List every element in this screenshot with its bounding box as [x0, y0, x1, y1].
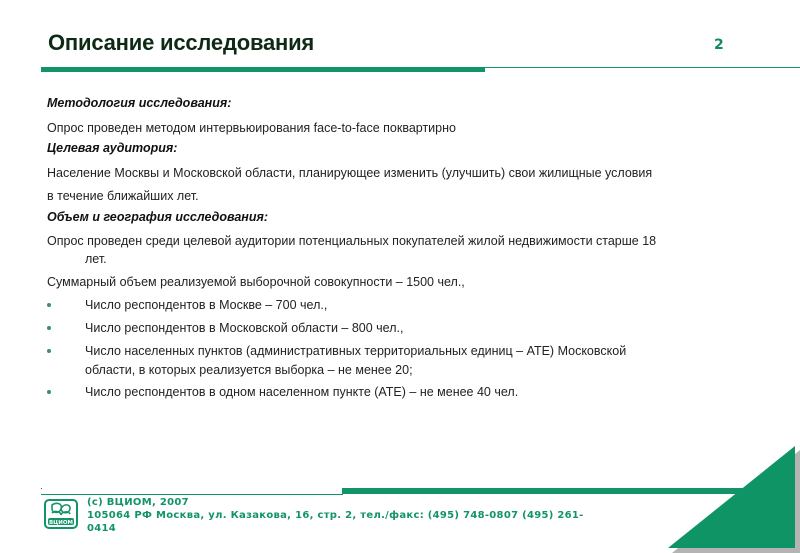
footer-divider-thick [342, 488, 800, 494]
bullet-icon [47, 349, 51, 353]
audience-text-1: Население Москвы и Московской области, планирующее изменить (улучшить) свои жилищные условия [47, 166, 653, 180]
volume-text-2: лет. [85, 252, 107, 266]
audience-heading: Целевая аудитория: [47, 141, 178, 155]
svg-text:ВЦИОМ: ВЦИОМ [48, 520, 74, 526]
methodology-heading: Методология исследования: [47, 96, 232, 110]
bullet-text: Число респондентов в Москве – 700 чел., [85, 298, 328, 312]
bullet-icon [47, 303, 51, 307]
footer-dot [41, 488, 42, 489]
address-line-2: 0414 [87, 523, 117, 534]
bullet-text: Число респондентов в Московской области – 800 чел., [85, 321, 404, 335]
page-title: Описание исследования [48, 30, 315, 55]
vciom-logo-icon [44, 499, 78, 529]
sample-total: Суммарный объем реализуемой выборочной совокупности – 1500 чел., [47, 275, 465, 289]
bullet-text-continued: области, в которых реализуется выборка – не менее 20; [85, 363, 413, 377]
bullet-text: Число респондентов в одном населенном пункте (АТЕ) – не менее 40 чел. [85, 385, 519, 399]
page-number: 2 [714, 37, 724, 53]
address-line-1: 105064 РФ Москва, ул. Казакова, 16, стр. 2, тел./факс: (495) 748-0807 (495) 261- [87, 510, 584, 521]
footer-text [87, 496, 584, 535]
methodology-text: Опрос проведен методом интервьюирования face-to-face поквартирно [47, 121, 456, 135]
audience-text-2: в течение ближайших лет. [47, 189, 199, 203]
footer-divider-thin [41, 494, 343, 495]
bullet-icon [47, 326, 51, 330]
header-divider-thin [485, 67, 800, 68]
logo-mark-icon [46, 501, 76, 527]
volume-text-1: Опрос проведен среди целевой аудитории потенциальных покупателей жилой недвижимости старше 18 [47, 234, 657, 248]
volume-heading: Объем и география исследования: [47, 210, 268, 224]
corner-triangle-decoration [668, 446, 795, 548]
header-divider-thick [41, 67, 485, 72]
bullet-text: Число населенных пунктов (административных территориальных единиц – АТЕ) Московской [85, 344, 627, 358]
bullet-icon [47, 390, 51, 394]
copyright: (c) ВЦИОМ, 2007 [87, 497, 189, 508]
